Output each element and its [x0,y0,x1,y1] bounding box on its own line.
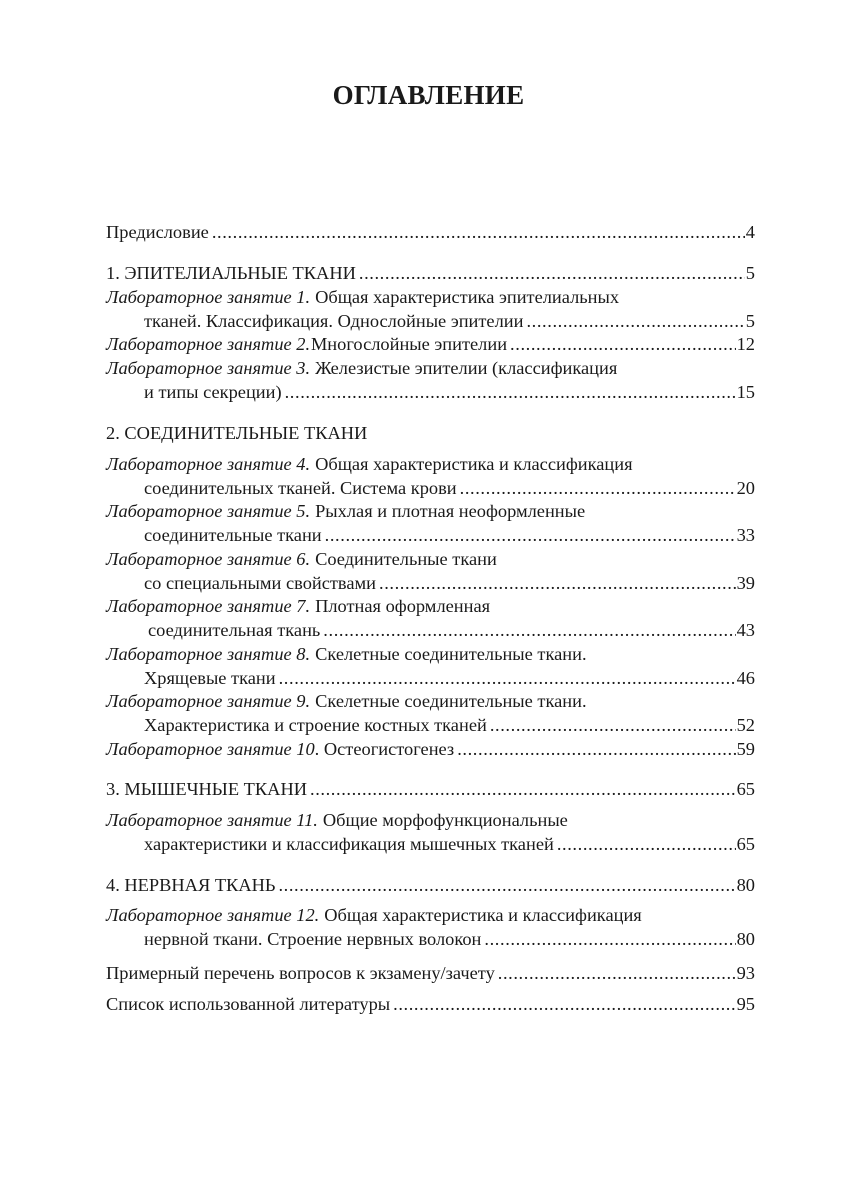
toc-entry-text: соединительных тканей. Система крови [144,478,457,498]
toc-lab-8-cont[interactable] [106,666,755,690]
toc-entry-text: 3. МЫШЕЧНЫЕ ТКАНИ [106,779,308,799]
toc-entry-text: соединительная ткань [148,620,321,640]
toc-entry-text: Плотная оформленная [315,596,491,616]
leader-dots [278,873,735,897]
leader-dots [526,309,744,333]
toc-lab-4-cont[interactable] [106,476,755,500]
toc-lab-9[interactable] [106,689,755,713]
toc-lab-12[interactable] [106,903,755,927]
toc-lab-6[interactable] [106,547,755,571]
toc-lab-9-cont[interactable] [106,713,755,737]
toc-lab-label: Лабораторное занятие 2. [106,334,311,354]
toc-entry-preface[interactable] [106,220,755,244]
leader-dots [498,961,736,985]
toc-page-number: 46 [736,668,755,688]
toc-lab-label: Лабораторное занятие 9. [106,691,311,711]
toc-page-number: 65 [736,779,755,799]
toc-entry-text: Хрящевые ткани [144,668,276,688]
toc-entry-text: Общая характеристика и классификация [315,454,633,474]
toc-lab-label: Лабораторное занятие 5. [106,501,311,521]
toc-entry-text: Список использованной литературы [106,994,391,1014]
toc-page-number: 20 [736,478,755,498]
toc-entry-text: со специальными свойствами [144,573,377,593]
leader-dots [393,992,735,1016]
toc-page-number: 43 [736,620,755,640]
toc-lab-label: Лабораторное занятие 1. [106,287,311,307]
toc-entry-text: Примерный перечень вопросов к экзамену/зачету [106,963,495,983]
toc-entry-text: Общая характеристика и классификация [324,905,642,925]
toc-entry-text: Предисловие [106,222,209,242]
toc-lab-label: Лабораторное занятие 3. [106,358,311,378]
toc-entry-text: Рыхлая и плотная неоформленные [315,501,586,521]
toc-entry-text: Скелетные соединительные ткани. [315,691,587,711]
toc-lab-label: Лабораторное занятие 8. [106,644,311,664]
toc-entry-text: Характеристика и строение костных тканей [144,715,487,735]
toc-entry-text: Общие морфофункциональные [322,810,568,830]
toc-entry-text: Соединительные ткани [315,549,497,569]
leader-dots [557,832,736,856]
toc-lab-label: Лабораторное занятие 10 [106,739,315,759]
toc-lab-label: Лабораторное занятие 4. [106,454,311,474]
toc-section-2[interactable] [106,421,755,445]
leader-dots [323,618,735,642]
leader-dots [460,476,736,500]
toc-page-number: 5 [745,263,755,283]
toc-section-1[interactable] [106,261,755,285]
leader-dots [310,777,736,801]
toc-lab-4[interactable] [106,452,755,476]
toc-lab-8[interactable] [106,642,755,666]
toc-page-number: 39 [736,573,755,593]
toc-page-number: 65 [736,834,755,854]
toc-lab-10[interactable] [106,737,755,761]
toc-page-number: 59 [736,739,755,759]
toc-entry-text: Общая характеристика эпителиальных [315,287,620,307]
toc-entry-questions[interactable] [106,961,755,985]
toc-lab-7-cont[interactable] [106,618,755,642]
toc-entry-text: и типы секреции) [144,382,282,402]
toc-entry-text: Скелетные соединительные ткани. [315,644,587,664]
leader-dots [359,261,745,285]
toc-lab-11-cont[interactable] [106,832,755,856]
toc-lab-label: Лабораторное занятие 11. [106,810,318,830]
leader-dots [510,332,736,356]
leader-dots [325,523,736,547]
toc-entry-text: Железистые эпителии (классификация [315,358,618,378]
toc-page-number: 4 [745,222,755,242]
toc-lab-label: Лабораторное занятие 12. [106,905,320,925]
toc-entry-text: . Остеогистогенез [314,739,455,759]
toc-page-number: 33 [736,525,755,545]
toc-entry-text: характеристики и классификация мышечных тканей [144,834,554,854]
toc-lab-label: Лабораторное занятие 7. [106,596,311,616]
toc-lab-1-cont[interactable] [106,309,755,333]
leader-dots [490,713,736,737]
toc-page-number: 95 [736,994,755,1014]
toc-entry-text: 4. НЕРВНАЯ ТКАНЬ [106,875,276,895]
toc-page-number: 93 [736,963,755,983]
toc-lab-5-cont[interactable] [106,523,755,547]
toc-page-number: 5 [745,311,755,331]
toc-lab-6-cont[interactable] [106,571,755,595]
toc-lab-5[interactable] [106,499,755,523]
toc-lab-3[interactable] [106,356,755,380]
toc-entry-text: тканей. Классификация. Однослойные эпителии [144,311,524,331]
toc-lab-label: Лабораторное занятие 6. [106,549,311,569]
leader-dots [379,571,736,595]
toc-page-number: 15 [736,382,755,402]
leader-dots [212,220,745,244]
leader-dots [279,666,736,690]
toc-lab-12-cont[interactable] [106,927,755,951]
toc-page-number: 52 [736,715,755,735]
toc-page-number: 80 [736,929,755,949]
toc-section-3[interactable] [106,777,755,801]
toc-page-number: 80 [736,875,755,895]
leader-dots [285,380,736,404]
toc-entry-references[interactable] [106,992,755,1016]
toc-lab-1[interactable] [106,285,755,309]
toc-lab-3-cont[interactable] [106,380,755,404]
toc-page-number: 12 [736,334,755,354]
toc-entry-text: нервной ткани. Строение нервных волокон [144,929,482,949]
leader-dots [457,737,735,761]
toc-entry-text: 2. СОЕДИНИТЕЛЬНЫЕ ТКАНИ [106,423,368,443]
toc-entry-text: Многослойные эпителии [310,334,508,354]
toc-entry-text: соединительные ткани [144,525,322,545]
toc-lab-2[interactable] [106,332,755,356]
leader-dots [484,927,735,951]
toc-lab-7[interactable] [106,594,755,618]
toc-entry-text: 1. ЭПИТЕЛИАЛЬНЫЕ ТКАНИ [106,263,356,283]
toc-lab-11[interactable] [106,808,755,832]
toc-section-4[interactable] [106,873,755,897]
page-title: ОГЛАВЛЕНИЕ [332,80,525,110]
